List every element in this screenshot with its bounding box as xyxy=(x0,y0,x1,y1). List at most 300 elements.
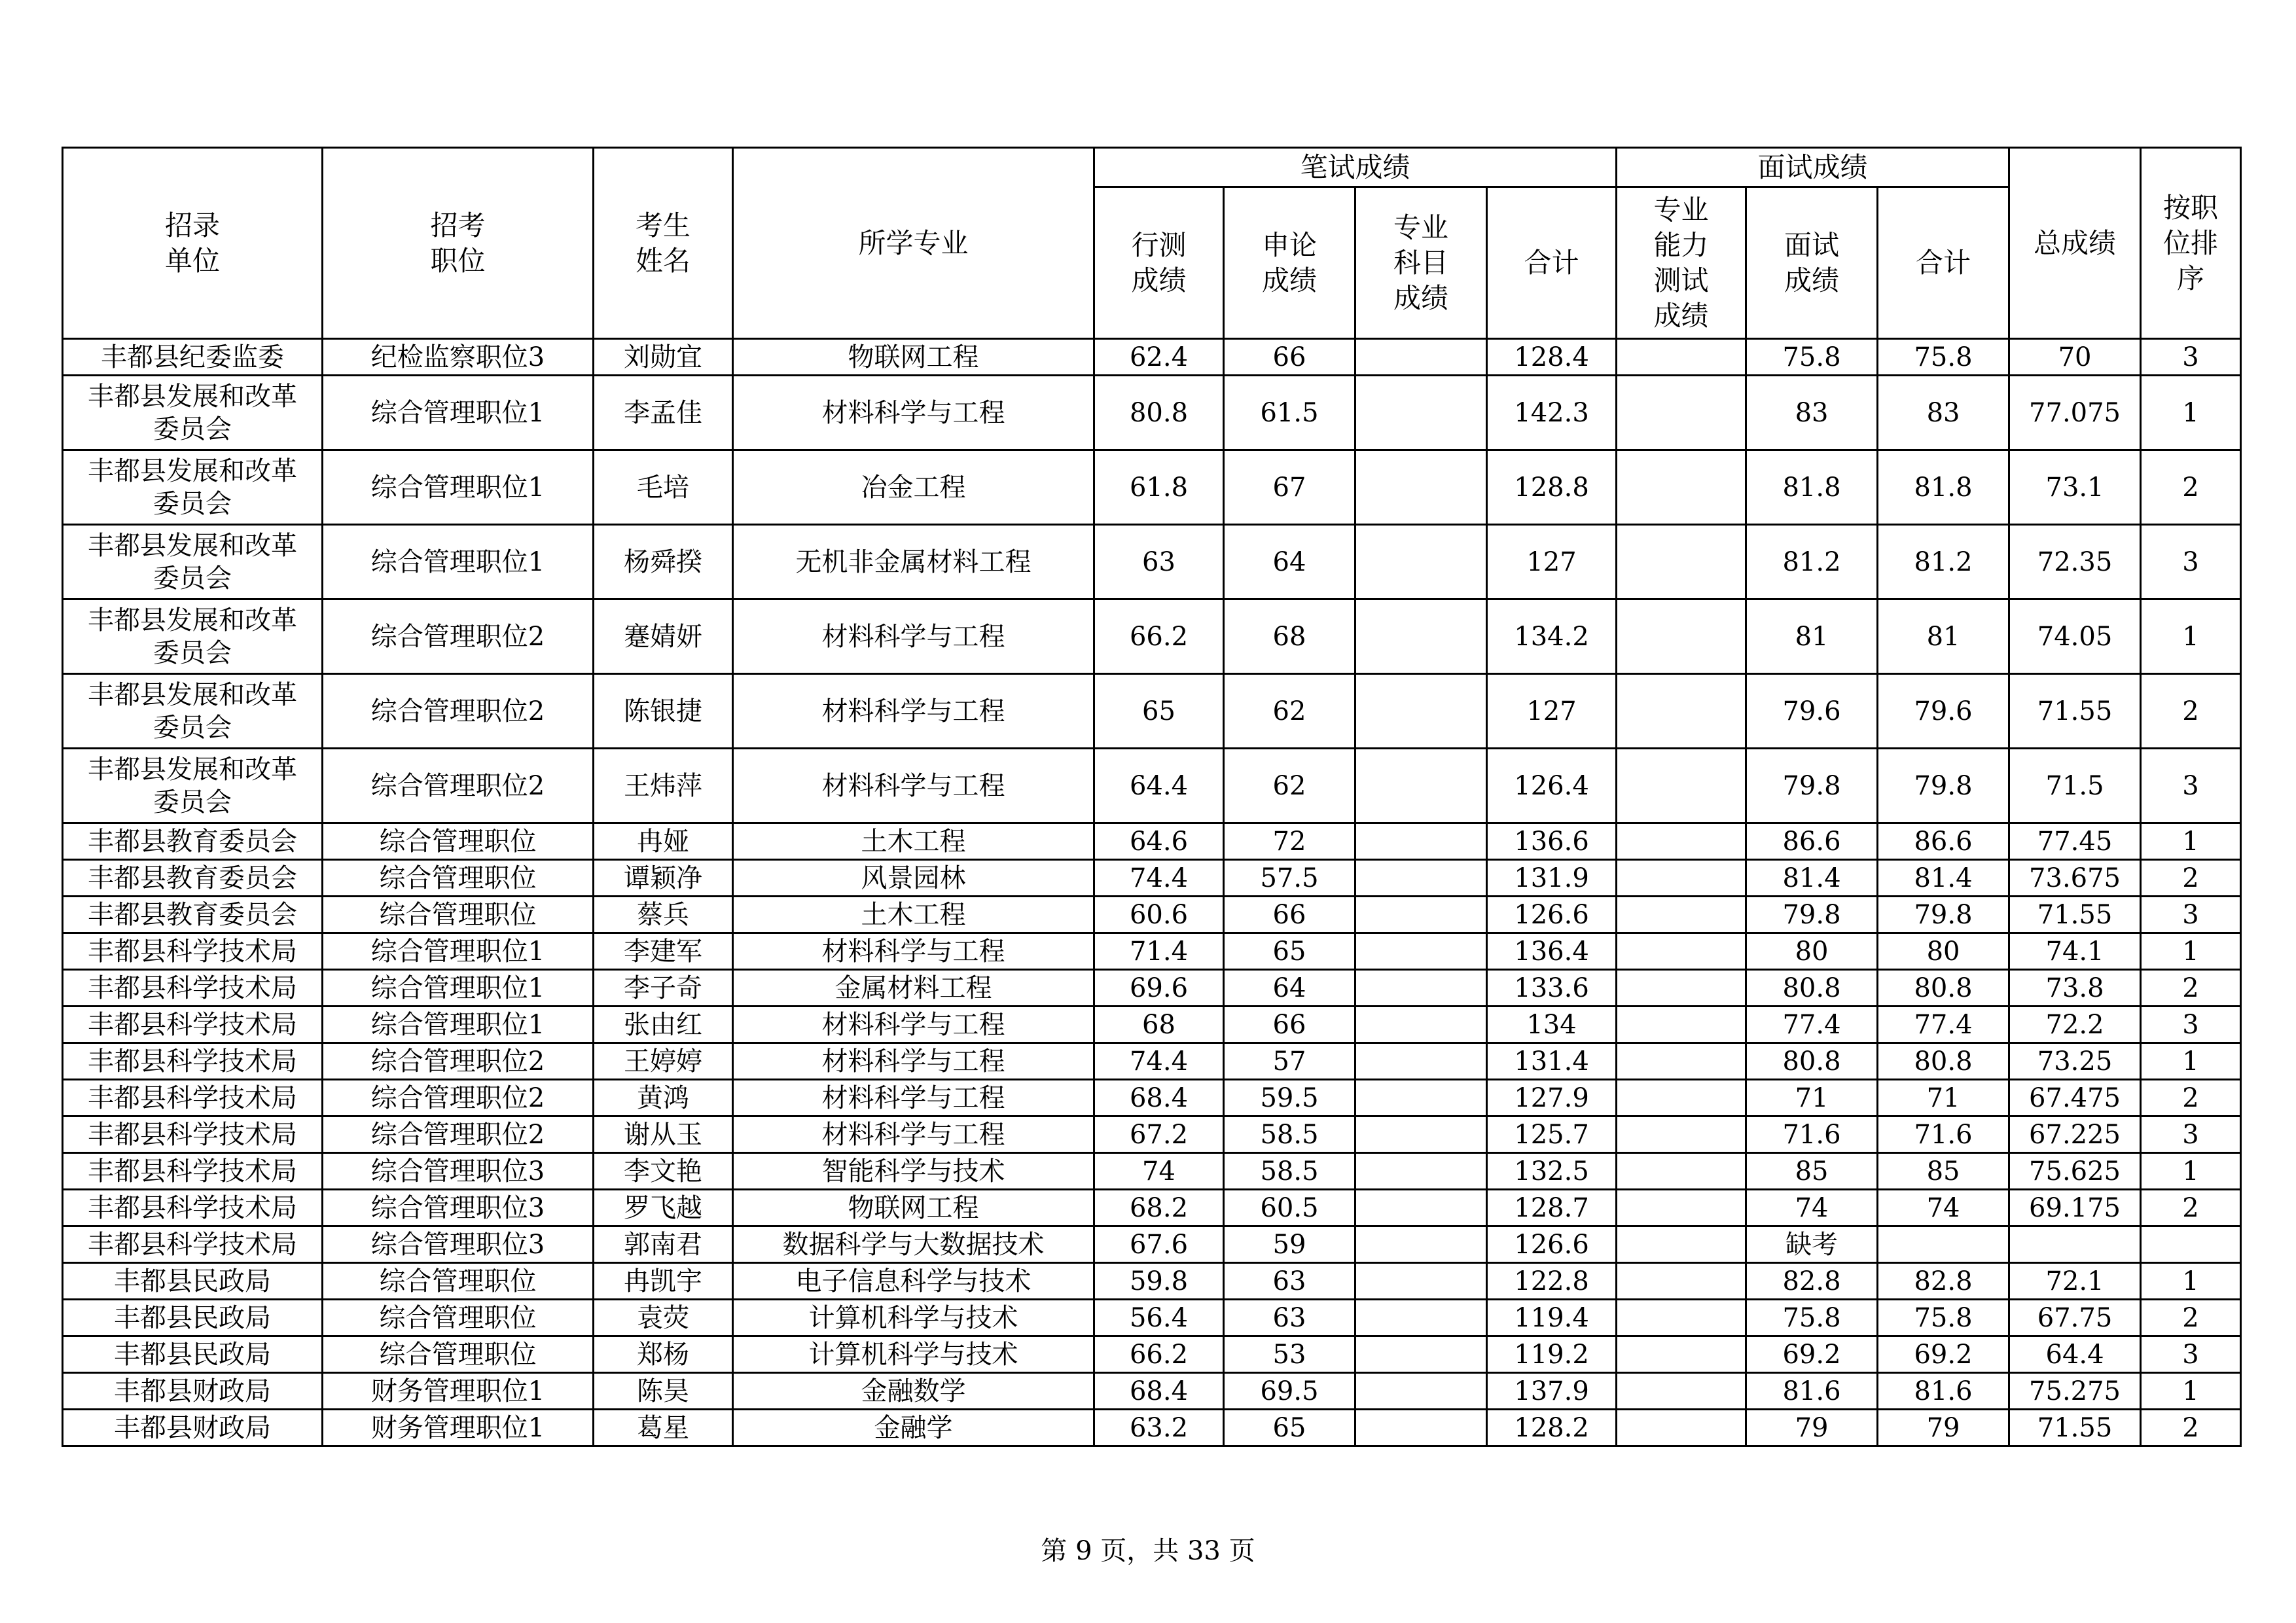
cell-xingce: 68.4 xyxy=(1094,1080,1224,1116)
cell-shenlun: 66 xyxy=(1224,1007,1355,1043)
table-row xyxy=(63,1263,2241,1300)
cell-total: 67.475 xyxy=(2009,1080,2141,1116)
cell-rank: 1 xyxy=(2141,599,2241,674)
cell-written-total: 136.6 xyxy=(1487,823,1617,860)
cell-rank: 3 xyxy=(2141,749,2241,823)
cell-interview-score: 缺考 xyxy=(1746,1226,1878,1263)
cell-rank: 1 xyxy=(2141,1263,2241,1300)
cell-shenlun: 60.5 xyxy=(1224,1190,1355,1226)
cell-special-subject xyxy=(1355,339,1487,376)
cell-shenlun: 59.5 xyxy=(1224,1080,1355,1116)
cell-interview-score: 79.6 xyxy=(1746,674,1878,749)
cell-interview-total: 79 xyxy=(1878,1410,2009,1446)
cell-rank: 1 xyxy=(2141,1373,2241,1410)
cell-special-subject xyxy=(1355,1263,1487,1300)
cell-interview-total: 74 xyxy=(1878,1190,2009,1226)
table-row xyxy=(63,1373,2241,1410)
cell-shenlun: 63 xyxy=(1224,1263,1355,1300)
cell-major: 材料科学与工程 xyxy=(733,376,1094,450)
cell-unit: 丰都县财政局 xyxy=(63,1410,323,1446)
header-interview-total: 合计 xyxy=(1878,187,2009,339)
cell-rank: 2 xyxy=(2141,1410,2241,1446)
table-header xyxy=(63,148,2241,339)
cell-shenlun: 72 xyxy=(1224,823,1355,860)
cell-interview-score: 80 xyxy=(1746,933,1878,970)
cell-ability-test xyxy=(1617,1336,1746,1373)
cell-rank: 1 xyxy=(2141,1043,2241,1080)
cell-ability-test xyxy=(1617,674,1746,749)
cell-written-total: 126.4 xyxy=(1487,749,1617,823)
cell-interview-score: 71 xyxy=(1746,1080,1878,1116)
cell-unit: 丰都县民政局 xyxy=(63,1336,323,1373)
header-interview-group: 面试成绩 xyxy=(1617,148,2009,187)
cell-total: 73.1 xyxy=(2009,450,2141,525)
cell-special-subject xyxy=(1355,1190,1487,1226)
cell-special-subject xyxy=(1355,970,1487,1007)
cell-major: 材料科学与工程 xyxy=(733,1116,1094,1153)
cell-total: 67.225 xyxy=(2009,1116,2141,1153)
cell-xingce: 56.4 xyxy=(1094,1300,1224,1336)
cell-total: 70 xyxy=(2009,339,2141,376)
cell-xingce: 63.2 xyxy=(1094,1410,1224,1446)
cell-interview-score: 79 xyxy=(1746,1410,1878,1446)
cell-major: 物联网工程 xyxy=(733,1190,1094,1226)
cell-position: 综合管理职位1 xyxy=(323,1007,594,1043)
header-xingce: 行测 成绩 xyxy=(1094,187,1224,339)
cell-interview-score: 86.6 xyxy=(1746,823,1878,860)
cell-shenlun: 59 xyxy=(1224,1226,1355,1263)
cell-interview-total: 85 xyxy=(1878,1153,2009,1190)
cell-total: 74.1 xyxy=(2009,933,2141,970)
cell-position: 综合管理职位1 xyxy=(323,450,594,525)
cell-xingce: 62.4 xyxy=(1094,339,1224,376)
table-row xyxy=(63,376,2241,450)
cell-major: 数据科学与大数据技术 xyxy=(733,1226,1094,1263)
cell-xingce: 74.4 xyxy=(1094,1043,1224,1080)
cell-major: 计算机科学与技术 xyxy=(733,1300,1094,1336)
cell-major: 电子信息科学与技术 xyxy=(733,1263,1094,1300)
cell-special-subject xyxy=(1355,674,1487,749)
cell-interview-score: 74 xyxy=(1746,1190,1878,1226)
cell-xingce: 64.6 xyxy=(1094,823,1224,860)
cell-written-total: 126.6 xyxy=(1487,897,1617,933)
cell-interview-score: 85 xyxy=(1746,1153,1878,1190)
cell-position: 综合管理职位 xyxy=(323,823,594,860)
cell-special-subject xyxy=(1355,749,1487,823)
cell-major: 金属材料工程 xyxy=(733,970,1094,1007)
cell-position: 综合管理职位 xyxy=(323,1263,594,1300)
cell-name: 陈银捷 xyxy=(594,674,733,749)
cell-ability-test xyxy=(1617,525,1746,599)
cell-ability-test xyxy=(1617,1263,1746,1300)
cell-written-total: 134 xyxy=(1487,1007,1617,1043)
cell-xingce: 69.6 xyxy=(1094,970,1224,1007)
cell-interview-score: 81.2 xyxy=(1746,525,1878,599)
cell-position: 综合管理职位2 xyxy=(323,599,594,674)
cell-xingce: 61.8 xyxy=(1094,450,1224,525)
cell-interview-total: 77.4 xyxy=(1878,1007,2009,1043)
cell-special-subject xyxy=(1355,823,1487,860)
cell-ability-test xyxy=(1617,860,1746,897)
cell-written-total: 136.4 xyxy=(1487,933,1617,970)
cell-unit: 丰都县科学技术局 xyxy=(63,1116,323,1153)
cell-position: 综合管理职位2 xyxy=(323,1116,594,1153)
cell-written-total: 128.7 xyxy=(1487,1190,1617,1226)
cell-name: 毛培 xyxy=(594,450,733,525)
cell-special-subject xyxy=(1355,450,1487,525)
table-row xyxy=(63,1190,2241,1226)
cell-interview-score: 71.6 xyxy=(1746,1116,1878,1153)
cell-major: 土木工程 xyxy=(733,823,1094,860)
cell-name: 杨舜揆 xyxy=(594,525,733,599)
cell-unit: 丰都县科学技术局 xyxy=(63,1043,323,1080)
cell-shenlun: 63 xyxy=(1224,1300,1355,1336)
cell-written-total: 126.6 xyxy=(1487,1226,1617,1263)
cell-special-subject xyxy=(1355,1007,1487,1043)
cell-ability-test xyxy=(1617,749,1746,823)
cell-written-total: 142.3 xyxy=(1487,376,1617,450)
cell-interview-total: 71.6 xyxy=(1878,1116,2009,1153)
cell-rank: 1 xyxy=(2141,1153,2241,1190)
cell-total: 77.45 xyxy=(2009,823,2141,860)
cell-ability-test xyxy=(1617,897,1746,933)
cell-position: 综合管理职位 xyxy=(323,897,594,933)
cell-shenlun: 53 xyxy=(1224,1336,1355,1373)
table-row xyxy=(63,1116,2241,1153)
cell-name: 李文艳 xyxy=(594,1153,733,1190)
cell-ability-test xyxy=(1617,1226,1746,1263)
cell-rank: 2 xyxy=(2141,674,2241,749)
cell-xingce: 67.6 xyxy=(1094,1226,1224,1263)
cell-ability-test xyxy=(1617,1007,1746,1043)
header-written-group: 笔试成绩 xyxy=(1094,148,1617,187)
cell-interview-total: 86.6 xyxy=(1878,823,2009,860)
cell-major: 物联网工程 xyxy=(733,339,1094,376)
cell-total: 72.2 xyxy=(2009,1007,2141,1043)
header-rank: 按职 位排 序 xyxy=(2141,148,2241,339)
cell-written-total: 127.9 xyxy=(1487,1080,1617,1116)
cell-interview-total: 69.2 xyxy=(1878,1336,2009,1373)
cell-written-total: 132.5 xyxy=(1487,1153,1617,1190)
cell-unit: 丰都县科学技术局 xyxy=(63,1007,323,1043)
cell-total: 72.1 xyxy=(2009,1263,2141,1300)
cell-unit: 丰都县民政局 xyxy=(63,1263,323,1300)
cell-written-total: 131.4 xyxy=(1487,1043,1617,1080)
cell-special-subject xyxy=(1355,933,1487,970)
cell-rank: 3 xyxy=(2141,1116,2241,1153)
cell-position: 综合管理职位2 xyxy=(323,749,594,823)
cell-shenlun: 58.5 xyxy=(1224,1153,1355,1190)
cell-name: 陈昊 xyxy=(594,1373,733,1410)
cell-total: 71.55 xyxy=(2009,674,2141,749)
cell-interview-score: 79.8 xyxy=(1746,897,1878,933)
cell-interview-score: 77.4 xyxy=(1746,1007,1878,1043)
cell-major: 风景园林 xyxy=(733,860,1094,897)
cell-name: 刘勋宜 xyxy=(594,339,733,376)
cell-special-subject xyxy=(1355,1043,1487,1080)
score-table xyxy=(62,147,2242,1447)
cell-major: 计算机科学与技术 xyxy=(733,1336,1094,1373)
cell-ability-test xyxy=(1617,450,1746,525)
cell-written-total: 128.8 xyxy=(1487,450,1617,525)
cell-unit: 丰都县教育委员会 xyxy=(63,897,323,933)
cell-unit: 丰都县财政局 xyxy=(63,1373,323,1410)
table-row xyxy=(63,933,2241,970)
cell-name: 葛星 xyxy=(594,1410,733,1446)
header-position: 招考 职位 xyxy=(323,148,594,339)
cell-ability-test xyxy=(1617,1300,1746,1336)
cell-unit: 丰都县发展和改革 委员会 xyxy=(63,674,323,749)
cell-total: 73.675 xyxy=(2009,860,2141,897)
header-special-subject: 专业 科目 成绩 xyxy=(1355,187,1487,339)
header-name: 考生 姓名 xyxy=(594,148,733,339)
cell-rank: 3 xyxy=(2141,525,2241,599)
cell-position: 综合管理职位3 xyxy=(323,1226,594,1263)
cell-ability-test xyxy=(1617,1410,1746,1446)
cell-interview-total: 81.4 xyxy=(1878,860,2009,897)
cell-rank: 1 xyxy=(2141,376,2241,450)
cell-unit: 丰都县科学技术局 xyxy=(63,970,323,1007)
cell-name: 冉娅 xyxy=(594,823,733,860)
cell-unit: 丰都县发展和改革 委员会 xyxy=(63,376,323,450)
cell-position: 综合管理职位1 xyxy=(323,376,594,450)
cell-ability-test xyxy=(1617,599,1746,674)
cell-interview-total: 81 xyxy=(1878,599,2009,674)
cell-interview-score: 81.4 xyxy=(1746,860,1878,897)
cell-interview-total: 75.8 xyxy=(1878,1300,2009,1336)
cell-unit: 丰都县发展和改革 委员会 xyxy=(63,749,323,823)
cell-ability-test xyxy=(1617,1373,1746,1410)
cell-special-subject xyxy=(1355,599,1487,674)
cell-major: 无机非金属材料工程 xyxy=(733,525,1094,599)
header-major: 所学专业 xyxy=(733,148,1094,339)
cell-shenlun: 57.5 xyxy=(1224,860,1355,897)
cell-interview-total: 81.2 xyxy=(1878,525,2009,599)
cell-rank: 1 xyxy=(2141,823,2241,860)
cell-total: 69.175 xyxy=(2009,1190,2141,1226)
cell-total: 67.75 xyxy=(2009,1300,2141,1336)
cell-shenlun: 64 xyxy=(1224,970,1355,1007)
cell-shenlun: 67 xyxy=(1224,450,1355,525)
cell-name: 冉凯宇 xyxy=(594,1263,733,1300)
table-row xyxy=(63,1007,2241,1043)
table-body xyxy=(63,339,2241,1446)
cell-ability-test xyxy=(1617,339,1746,376)
cell-name: 蔡兵 xyxy=(594,897,733,933)
cell-interview-score: 80.8 xyxy=(1746,1043,1878,1080)
cell-unit: 丰都县教育委员会 xyxy=(63,823,323,860)
cell-interview-score: 75.8 xyxy=(1746,1300,1878,1336)
cell-shenlun: 65 xyxy=(1224,1410,1355,1446)
cell-special-subject xyxy=(1355,897,1487,933)
cell-major: 材料科学与工程 xyxy=(733,1080,1094,1116)
table-row xyxy=(63,1080,2241,1116)
cell-special-subject xyxy=(1355,1336,1487,1373)
cell-interview-total: 75.8 xyxy=(1878,339,2009,376)
cell-shenlun: 65 xyxy=(1224,933,1355,970)
cell-xingce: 66.2 xyxy=(1094,1336,1224,1373)
cell-interview-total: 80.8 xyxy=(1878,970,2009,1007)
cell-rank: 2 xyxy=(2141,1080,2241,1116)
cell-unit: 丰都县教育委员会 xyxy=(63,860,323,897)
cell-interview-score: 75.8 xyxy=(1746,339,1878,376)
cell-position: 财务管理职位1 xyxy=(323,1373,594,1410)
cell-interview-total: 80 xyxy=(1878,933,2009,970)
cell-written-total: 127 xyxy=(1487,525,1617,599)
cell-written-total: 122.8 xyxy=(1487,1263,1617,1300)
cell-shenlun: 66 xyxy=(1224,339,1355,376)
cell-ability-test xyxy=(1617,1153,1746,1190)
cell-ability-test xyxy=(1617,1080,1746,1116)
header-written-total: 合计 xyxy=(1487,187,1617,339)
cell-rank: 2 xyxy=(2141,1190,2241,1226)
cell-rank: 2 xyxy=(2141,450,2241,525)
cell-interview-total: 81.8 xyxy=(1878,450,2009,525)
cell-special-subject xyxy=(1355,1300,1487,1336)
table-row xyxy=(63,1410,2241,1446)
cell-written-total: 137.9 xyxy=(1487,1373,1617,1410)
table-row xyxy=(63,749,2241,823)
cell-written-total: 119.4 xyxy=(1487,1300,1617,1336)
cell-xingce: 80.8 xyxy=(1094,376,1224,450)
table-row xyxy=(63,599,2241,674)
page-footer: 第 9 页，共 33 页 xyxy=(1041,1536,1255,1566)
cell-rank: 3 xyxy=(2141,339,2241,376)
cell-special-subject xyxy=(1355,1153,1487,1190)
cell-name: 王炜萍 xyxy=(594,749,733,823)
cell-interview-score: 79.8 xyxy=(1746,749,1878,823)
cell-major: 金融数学 xyxy=(733,1373,1094,1410)
cell-rank: 2 xyxy=(2141,860,2241,897)
cell-name: 蹇婧妍 xyxy=(594,599,733,674)
table-row xyxy=(63,823,2241,860)
cell-name: 罗飞越 xyxy=(594,1190,733,1226)
cell-position: 综合管理职位1 xyxy=(323,970,594,1007)
cell-rank: 3 xyxy=(2141,1336,2241,1373)
cell-xingce: 64.4 xyxy=(1094,749,1224,823)
cell-written-total: 127 xyxy=(1487,674,1617,749)
cell-special-subject xyxy=(1355,1226,1487,1263)
cell-position: 综合管理职位3 xyxy=(323,1153,594,1190)
cell-xingce: 74 xyxy=(1094,1153,1224,1190)
cell-total: 75.275 xyxy=(2009,1373,2141,1410)
cell-unit: 丰都县科学技术局 xyxy=(63,1153,323,1190)
table-row xyxy=(63,1336,2241,1373)
cell-unit: 丰都县科学技术局 xyxy=(63,1080,323,1116)
cell-ability-test xyxy=(1617,933,1746,970)
cell-unit: 丰都县纪委监委 xyxy=(63,339,323,376)
cell-shenlun: 57 xyxy=(1224,1043,1355,1080)
cell-xingce: 63 xyxy=(1094,525,1224,599)
cell-special-subject xyxy=(1355,525,1487,599)
cell-total: 71.5 xyxy=(2009,749,2141,823)
cell-ability-test xyxy=(1617,1190,1746,1226)
cell-name: 郑杨 xyxy=(594,1336,733,1373)
cell-interview-score: 81 xyxy=(1746,599,1878,674)
cell-total xyxy=(2009,1226,2141,1263)
cell-total: 73.25 xyxy=(2009,1043,2141,1080)
cell-rank xyxy=(2141,1226,2241,1263)
cell-position: 综合管理职位2 xyxy=(323,674,594,749)
cell-special-subject xyxy=(1355,1410,1487,1446)
cell-name: 王婷婷 xyxy=(594,1043,733,1080)
cell-interview-score: 83 xyxy=(1746,376,1878,450)
header-unit: 招录 单位 xyxy=(63,148,323,339)
table-row xyxy=(63,860,2241,897)
cell-shenlun: 64 xyxy=(1224,525,1355,599)
cell-total: 75.625 xyxy=(2009,1153,2141,1190)
cell-interview-total: 79.8 xyxy=(1878,749,2009,823)
cell-major: 材料科学与工程 xyxy=(733,933,1094,970)
cell-name: 袁荧 xyxy=(594,1300,733,1336)
table-row xyxy=(63,450,2241,525)
cell-interview-total: 83 xyxy=(1878,376,2009,450)
header-shenlun: 申论 成绩 xyxy=(1224,187,1355,339)
cell-position: 综合管理职位 xyxy=(323,1300,594,1336)
cell-unit: 丰都县发展和改革 委员会 xyxy=(63,450,323,525)
cell-shenlun: 69.5 xyxy=(1224,1373,1355,1410)
cell-total: 64.4 xyxy=(2009,1336,2141,1373)
cell-xingce: 68 xyxy=(1094,1007,1224,1043)
cell-position: 纪检监察职位3 xyxy=(323,339,594,376)
cell-name: 李建军 xyxy=(594,933,733,970)
cell-major: 材料科学与工程 xyxy=(733,674,1094,749)
cell-total: 72.35 xyxy=(2009,525,2141,599)
header-total: 总成绩 xyxy=(2009,148,2141,339)
cell-shenlun: 68 xyxy=(1224,599,1355,674)
cell-total: 73.8 xyxy=(2009,970,2141,1007)
cell-shenlun: 58.5 xyxy=(1224,1116,1355,1153)
cell-shenlun: 61.5 xyxy=(1224,376,1355,450)
cell-total: 71.55 xyxy=(2009,1410,2141,1446)
cell-xingce: 68.4 xyxy=(1094,1373,1224,1410)
cell-rank: 1 xyxy=(2141,933,2241,970)
cell-interview-score: 81.6 xyxy=(1746,1373,1878,1410)
cell-special-subject xyxy=(1355,860,1487,897)
cell-shenlun: 62 xyxy=(1224,674,1355,749)
cell-special-subject xyxy=(1355,1080,1487,1116)
cell-xingce: 71.4 xyxy=(1094,933,1224,970)
table-row xyxy=(63,1043,2241,1080)
cell-written-total: 119.2 xyxy=(1487,1336,1617,1373)
table-row xyxy=(63,1300,2241,1336)
cell-position: 综合管理职位2 xyxy=(323,1080,594,1116)
cell-unit: 丰都县发展和改革 委员会 xyxy=(63,525,323,599)
cell-major: 材料科学与工程 xyxy=(733,749,1094,823)
cell-rank: 2 xyxy=(2141,1300,2241,1336)
table-row xyxy=(63,339,2241,376)
cell-special-subject xyxy=(1355,376,1487,450)
cell-rank: 3 xyxy=(2141,1007,2241,1043)
cell-xingce: 74.4 xyxy=(1094,860,1224,897)
cell-interview-total: 71 xyxy=(1878,1080,2009,1116)
cell-xingce: 65 xyxy=(1094,674,1224,749)
cell-interview-total: 80.8 xyxy=(1878,1043,2009,1080)
cell-unit: 丰都县科学技术局 xyxy=(63,1226,323,1263)
cell-interview-score: 82.8 xyxy=(1746,1263,1878,1300)
cell-major: 智能科学与技术 xyxy=(733,1153,1094,1190)
cell-ability-test xyxy=(1617,376,1746,450)
cell-xingce: 60.6 xyxy=(1094,897,1224,933)
cell-rank: 3 xyxy=(2141,897,2241,933)
cell-shenlun: 62 xyxy=(1224,749,1355,823)
cell-name: 谭颖净 xyxy=(594,860,733,897)
cell-written-total: 131.9 xyxy=(1487,860,1617,897)
cell-position: 综合管理职位1 xyxy=(323,933,594,970)
cell-total: 74.05 xyxy=(2009,599,2141,674)
cell-name: 黄鸿 xyxy=(594,1080,733,1116)
cell-ability-test xyxy=(1617,823,1746,860)
